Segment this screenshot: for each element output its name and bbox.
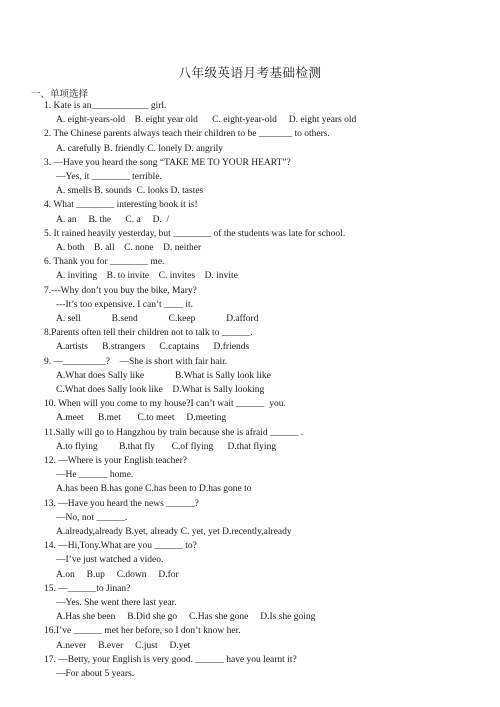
question-line: 1. Kate is an____________ girl. [44,101,167,111]
question-line: 13. —Have you heard the news ______? [44,498,199,509]
answer-line: ---It’s too expensive. I can’t ____ it. [56,299,194,310]
question-line: 17. —Betty, your English is very good. ______ have you learnt it? [44,654,297,665]
question-line: 5. It rained heavily yesterday, but ________ of the students was late for school. [44,228,346,239]
answer-line: A.already,already B.yet, already C. yet, yet D.recently,already [56,527,292,537]
question-line: 11.Sally will go to Hangzhou by train because she is afraid ______ . [44,427,304,438]
answer-line: A. smells B. sounds C. looks D. tastes [56,186,204,197]
question-line: 10. When will you come to my house?I can’t wait ______ you. [44,399,286,410]
answer-line: —Yes, it ________ terrible. [56,172,162,182]
question-line: 8.Parents often tell their children not to talk to ______. [44,328,253,339]
answer-line: A. carefully B. friendly C. lonely D. angrily [56,143,224,154]
question-line: 16.I’ve ______ met her before, so I don’t know her. [44,626,241,637]
section-heading: 一、单项选择 [31,89,89,100]
question-line: 14. —Hi,Tony.What are you ______ to? [44,541,197,552]
answer-line: —No, not ______. [56,512,128,523]
answer-line: A.to flying B.that fly C.of flying D.that flying [56,441,277,452]
question-line: 4. What ________ interesting book it is! [44,200,198,211]
answer-line: A. eight-years-old B. eight year old C. eight-year-old D. eight years old [56,115,357,126]
answer-line: C.What does Sally look like D.What is Sally looking [56,385,265,395]
question-line: 2. The Chinese parents always teach their children to be _______ to others. [44,129,330,140]
answer-line: —He ______ home. [56,470,134,481]
answer-line: —For about 5 years. [56,669,135,679]
answer-line: A. an B. the C. a D. / [56,214,170,225]
answer-line: A.on B.up C.down D.for [56,569,179,580]
answer-line: A. inviting B. to invite C. invites D. invite [56,271,238,282]
answer-line: A.meet B.met C.to meet D.meeting [56,413,227,424]
page-title: 八年级英语月考基础检测 [178,65,322,80]
answer-line: A.artists B.strangers C.captains D.friends [56,342,250,353]
answer-line: —I’ve just watched a video. [56,555,164,566]
question-line: 12. —Where is your English teacher? [44,456,187,466]
answer-line: A.never B.ever C.just D.yet [56,640,191,651]
question-line: 6. Thank you for ________ me. [44,257,165,268]
answer-line: A. both B. all C. none D. neither [56,243,202,253]
answer-line: A.Has she been B.Did she go C.Has she gone D.Is she going [56,612,316,623]
question-line: 7.---Why don’t you buy the bike, Mary? [44,285,197,296]
answer-line: A.has been B.has gone C.has been to D.has gone to [56,484,252,495]
question-line: 9. —_________? —She is short with fair hair. [44,356,228,367]
question-line: 3. —Have you heard the song “TAKE ME TO YOUR HEART”? [44,157,291,168]
question-line: 15. —______to Jinan? [44,583,131,594]
answer-line: A.What does Sally like B.What is Sally look like [56,370,271,381]
answer-line: —Yes. She went there last year. [56,598,177,608]
answer-line: A. sell B.send C.keep D.afford [56,314,259,324]
